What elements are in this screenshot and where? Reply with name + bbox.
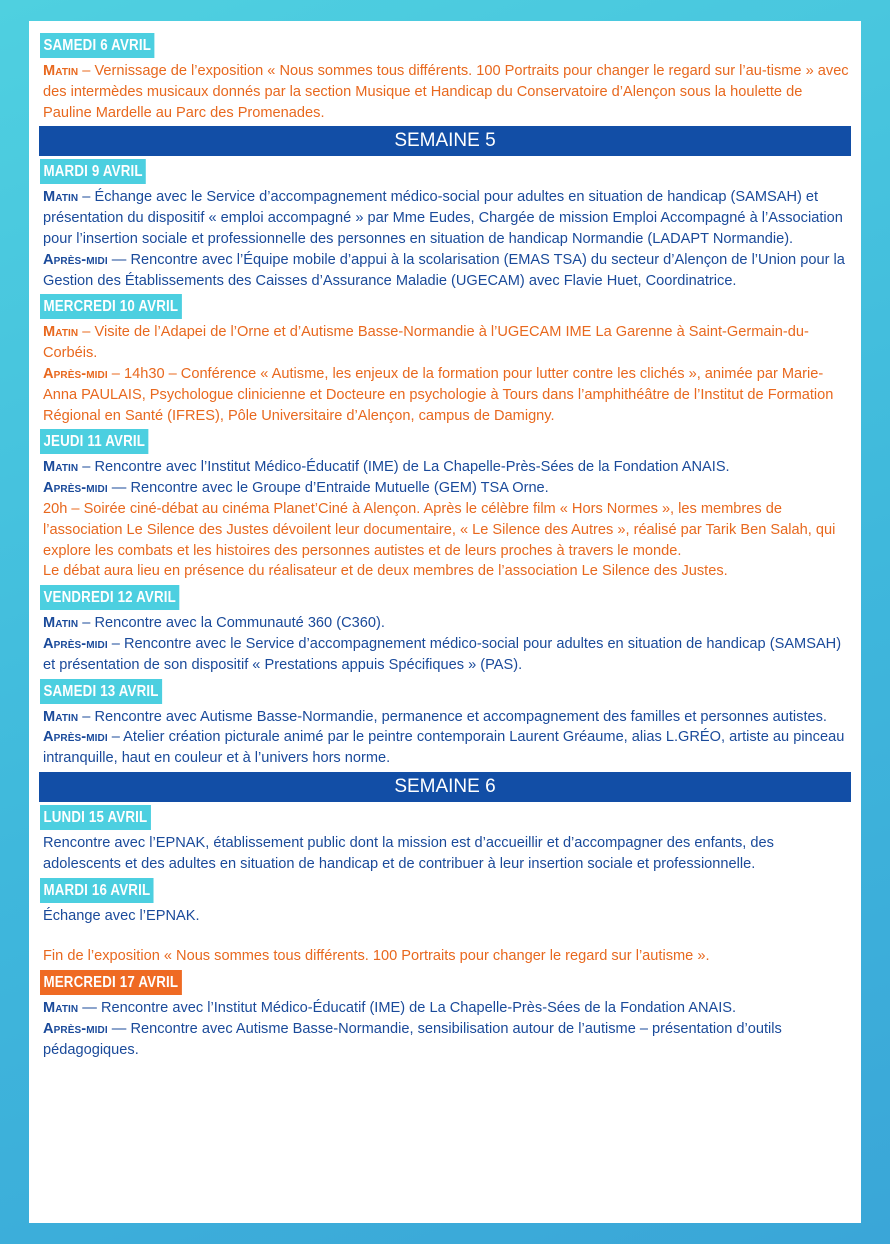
- day-section-samedi-6: [40, 33, 850, 123]
- day-heading: LUNDI 15 AVRIL: [40, 805, 151, 830]
- week-banner: SEMAINE 5: [39, 126, 851, 156]
- day-section-mercredi-17: [40, 970, 850, 1060]
- event-text: Après-midi – Atelier création picturale animé par le peintre contemporain Laurent Gréaume, alias L.GRÉO, artiste au pinceau intranquille, haut en couleur et à l’univers hors norme.: [43, 729, 845, 767]
- event-text: Matin – Échange avec le Service d’accompagnement médico-social pour adultes en situation de handicap (SAMSAH) et présentation du dispositif « emploi accompagné » par Mme Eudes, Chargée de mission Emploi Accompagné à l’Association pour l’insertion sociale et professionnelle des personnes en situation de handicap Normandie (LADAPT Normandie).: [43, 189, 843, 247]
- day-section-mardi-16: [40, 878, 850, 968]
- matin-label: Matin: [43, 708, 79, 725]
- event-text: Après-midi — Rencontre avec l’Équipe mobile d’appui à la scolarisation (EMAS TSA) du secteur d’Alençon de l’Union pour la Gestion des Établissements des Caisses d’Assurance Maladie (UGECAM) avec Flavie Huet, Coordinatrice.: [43, 251, 845, 289]
- day-heading: MERCREDI 10 AVRIL: [40, 294, 182, 319]
- day-heading: JEUDI 11 AVRIL: [40, 429, 149, 454]
- day-section-mercredi-10: [40, 294, 850, 426]
- event-text: 20h – Soirée ciné-débat au cinéma Planet’Ciné à Alençon. Après le célèbre film « Hors Normes », les membres de l’association Le Silence des Justes dévoilent leur documentaire, « Le Silence des Autres », réalisé par Tarik Ben Salah, qui explore les combats et les histoires des personnes autistes et de leurs proches à travers le monde.: [43, 500, 836, 559]
- spacer: [40, 926, 850, 946]
- matin-label: Matin: [43, 189, 79, 206]
- day-heading: SAMEDI 6 AVRIL: [40, 33, 154, 58]
- event-text: Matin – Rencontre avec Autisme Basse-Normandie, permanence et accompagnement des familles et personnes autistes.: [43, 708, 827, 725]
- event-text: Matin – Rencontre avec la Communauté 360 (C360).: [43, 615, 385, 632]
- day-section-lundi-15: [40, 805, 850, 875]
- event-text: Après-midi – 14h30 – Conférence « Autisme, les enjeux de la formation pour lutter contre les clichés », animée par Marie-Anna PAULAIS, Psychologue clinicienne et Docteure en psychologie à Tours dans l’amphithéâtre de l’Institut de Formation Régional en Santé (IFRES), Pôle Universitaire d’Alençon, campus de Damigny.: [43, 365, 834, 424]
- week-banner: SEMAINE 6: [39, 772, 851, 802]
- event-text: Matin — Rencontre avec l’Institut Médico-Éducatif (IME) de La Chapelle-Près-Sées de la Fondation ANAIS.: [43, 1000, 737, 1017]
- event-text: Matin – Rencontre avec l’Institut Médico-Éducatif (IME) de La Chapelle-Près-Sées de la Fondation ANAIS.: [43, 459, 730, 476]
- matin-label: Matin: [43, 459, 79, 476]
- event-text: Après-midi — Rencontre avec le Groupe d’Entraide Mutuelle (GEM) TSA Orne.: [43, 480, 549, 497]
- event-text: Après-midi — Rencontre avec Autisme Basse-Normandie, sensibilisation autour de l’autisme – présentation d’outils pédagogiques.: [43, 1020, 782, 1058]
- event-text: Matin – Visite de l’Adapei de l’Orne et d’Autisme Basse-Normandie à l’UGECAM IME La Garenne à Saint-Germain-du-Corbéis.: [43, 324, 809, 362]
- matin-label: Matin: [43, 1000, 79, 1017]
- apres-midi-label: Après-midi: [43, 1020, 108, 1037]
- event-text: Rencontre avec l’EPNAK, établissement public dont la mission est d’accueillir et d’accompagner des enfants, des adolescents et des adultes en situation de handicap et de contribuer à leur insertion sociale et professionnelle.: [43, 834, 774, 872]
- day-heading: MERCREDI 17 AVRIL: [40, 970, 182, 995]
- day-section-vendredi-12: [40, 585, 850, 675]
- program-page: [29, 21, 861, 1223]
- apres-midi-label: Après-midi: [43, 480, 108, 497]
- day-heading: SAMEDI 13 AVRIL: [40, 679, 162, 704]
- matin-label: Matin: [43, 63, 79, 79]
- event-text: Échange avec l’EPNAK.: [43, 907, 200, 924]
- matin-label: Matin: [43, 324, 79, 341]
- apres-midi-label: Après-midi: [43, 635, 108, 652]
- apres-midi-label: Après-midi: [43, 251, 108, 268]
- day-heading: MARDI 16 AVRIL: [40, 878, 154, 903]
- day-section-samedi-13: [40, 679, 850, 769]
- apres-midi-label: Après-midi: [43, 365, 108, 382]
- matin-label: Matin: [43, 615, 79, 632]
- exhibition-end-text: Fin de l’exposition « Nous sommes tous différents. 100 Portraits pour changer le regard sur l’autisme ».: [43, 948, 710, 965]
- day-heading: MARDI 9 AVRIL: [40, 159, 146, 184]
- event-text: Le débat aura lieu en présence du réalisateur et de deux membres de l’association Le Silence des Justes.: [43, 563, 728, 580]
- event-text: Après-midi – Rencontre avec le Service d’accompagnement médico-social pour adultes en situation de handicap (SAMSAH) et présentation de son dispositif « Prestations appuis Spécifiques » (PAS).: [43, 635, 842, 673]
- apres-midi-label: Après-midi: [43, 729, 108, 746]
- day-heading: VENDREDI 12 AVRIL: [40, 585, 179, 610]
- event-text: Matin – Vernissage de l’exposition « Nous sommes tous différents. 100 Portraits pour changer le regard sur l’au-tisme » avec des intermèdes musicaux donnés par la section Musique et Handicap du Conservatoire d’Alençon sous la houlette de Pauline Mardelle au Parc des Promenades.: [43, 63, 849, 121]
- day-section-mardi-9: [40, 159, 850, 291]
- day-section-jeudi-11: [40, 429, 850, 582]
